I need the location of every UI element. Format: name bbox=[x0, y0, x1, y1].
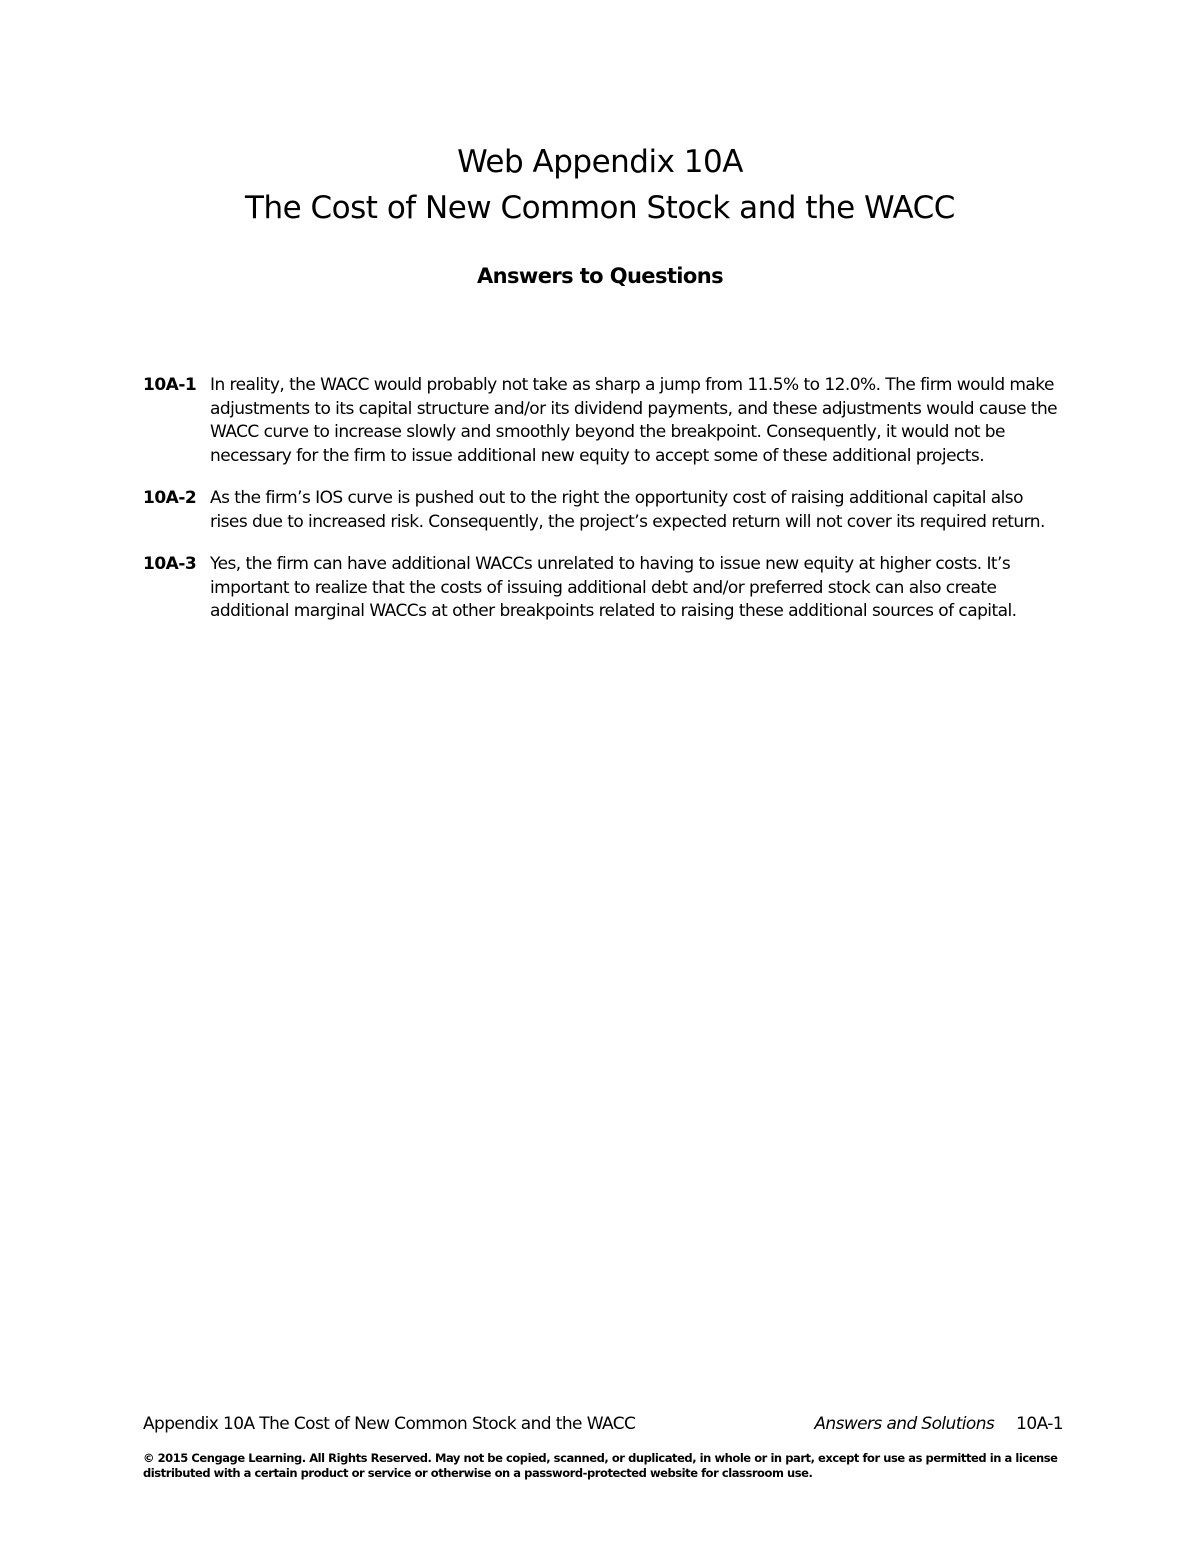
copyright-notice: © 2015 Cengage Learning. All Rights Reserved. May not be copied, scanned, or duplicated, in whole or in part, except for use as permitted in a license distributed with a certain product or service or otherwise on a password-protected website for classroom use. bbox=[143, 1451, 1058, 1480]
page-footer bbox=[143, 1414, 1063, 1438]
answer-text: Yes, the firm can have additional WACCs unrelated to having to issue new equity at higher costs. It’s important to realize that the costs of issuing additional debt and/or preferred stock can also create additional marginal WACCs at other breakpoints related to raising these additional sources of capital. bbox=[210, 554, 1017, 621]
footer-page-number: 10A-1 bbox=[1016, 1414, 1063, 1434]
answer-text: In reality, the WACC would probably not take as sharp a jump from 11.5% to 12.0%. The firm would make adjustments to its capital structure and/or its dividend payments, and these adjustments would cause the WACC curve to increase slowly and smoothly beyond the breakpoint. Consequently, it would not be necessary for the firm to issue additional new equity to accept some of these additional projects. bbox=[210, 375, 1058, 466]
page-title-line-2: The Cost of New Common Stock and the WACC bbox=[245, 190, 955, 226]
answer-text: As the firm’s IOS curve is pushed out to the right the opportunity cost of raising additional capital also rises due to increased risk. Consequently, the project’s expected return will not cover its required return. bbox=[210, 488, 1045, 532]
answer-item bbox=[143, 374, 1063, 468]
footer-chapter-title: Appendix 10A The Cost of New Common Stock and the WACC bbox=[143, 1414, 636, 1434]
answer-number: 10A-2 bbox=[143, 488, 197, 508]
answer-item bbox=[143, 487, 1063, 534]
answer-number: 10A-1 bbox=[143, 375, 197, 395]
footer-right bbox=[814, 1414, 1063, 1434]
answer-number: 10A-3 bbox=[143, 554, 197, 574]
answers-list bbox=[143, 374, 1063, 643]
footer-section-name: Answers and Solutions bbox=[814, 1414, 995, 1434]
page-title-line-1: Web Appendix 10A bbox=[457, 144, 743, 180]
answer-item bbox=[143, 553, 1063, 624]
section-subtitle: Answers to Questions bbox=[477, 264, 723, 288]
